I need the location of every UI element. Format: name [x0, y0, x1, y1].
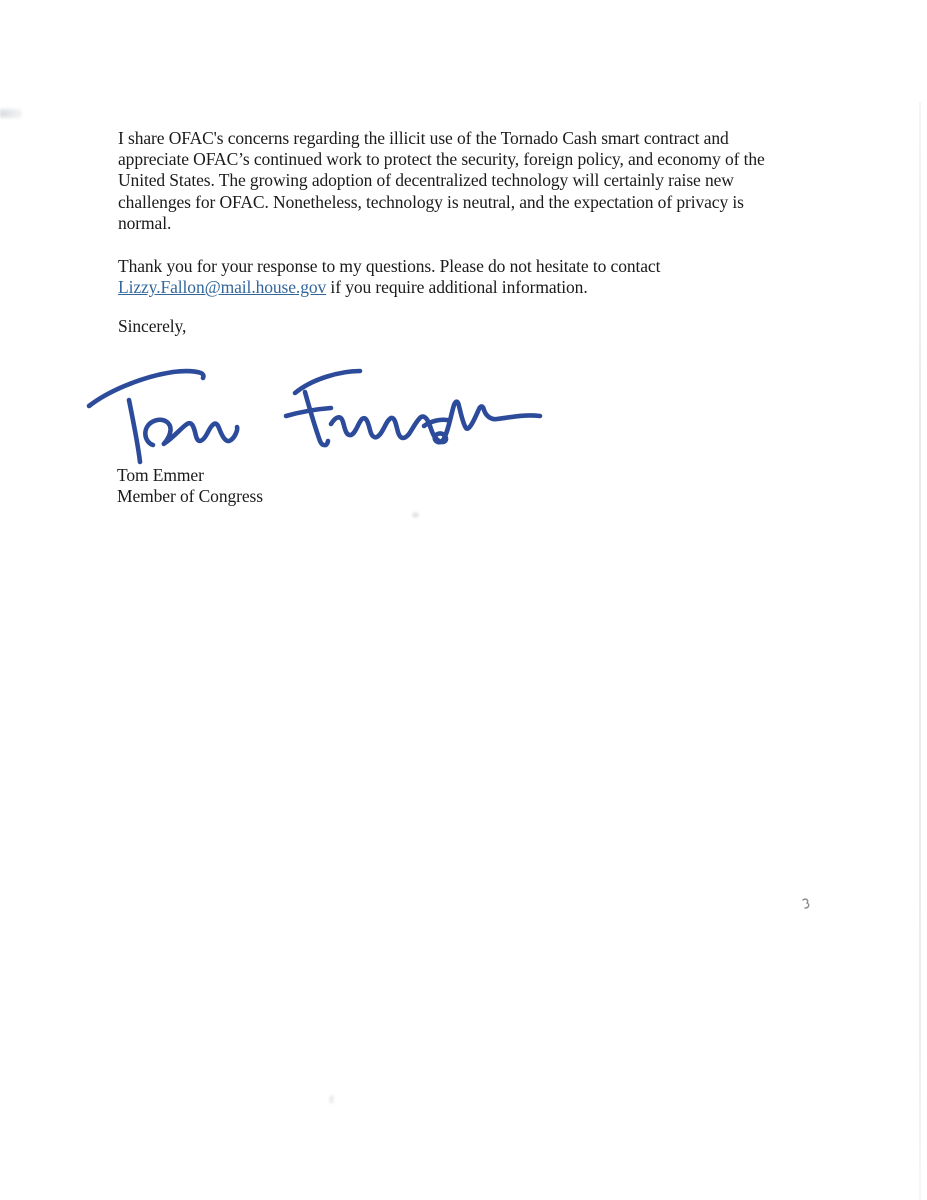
letter-line: I share OFAC's concerns regarding the illicit use of the Tornado Cash smart contract and — [118, 128, 729, 148]
letter-line: Thank you for your response to my questions. Please do not hesitate to contact — [118, 256, 661, 276]
letter-line: United States. The growing adoption of decentralized technology will certainly raise new — [118, 170, 734, 191]
letter-line-rest: if you require additional information. — [326, 277, 588, 298]
closing-salutation — [118, 316, 186, 337]
letter-line: Sincerely, — [118, 316, 187, 336]
letter-line — [118, 277, 660, 298]
signature-block — [117, 465, 263, 506]
typed-title: Member of Congress — [117, 485, 263, 506]
handwritten-signature — [85, 362, 543, 470]
left-edge-scan-smudge — [0, 108, 22, 119]
letter-line: challenges for OFAC. Nonetheless, technology is neutral, and the expectation of privacy is — [118, 191, 744, 212]
body-paragraph-1 — [118, 128, 765, 234]
contact-paragraph — [118, 256, 660, 298]
scan-speck — [329, 1095, 334, 1104]
right-edge-scan-line — [919, 102, 921, 1200]
letter-line: normal. — [118, 212, 172, 233]
email-link[interactable]: Lizzy.Fallon@mail.house.gov — [118, 277, 327, 298]
letter-line: appreciate OFAC’s continued work to protect the security, foreign policy, and economy of the — [118, 149, 765, 170]
scan-speck-mark — [800, 897, 812, 911]
scan-speck — [412, 512, 419, 518]
typed-name: Tom Emmer — [117, 465, 204, 485]
